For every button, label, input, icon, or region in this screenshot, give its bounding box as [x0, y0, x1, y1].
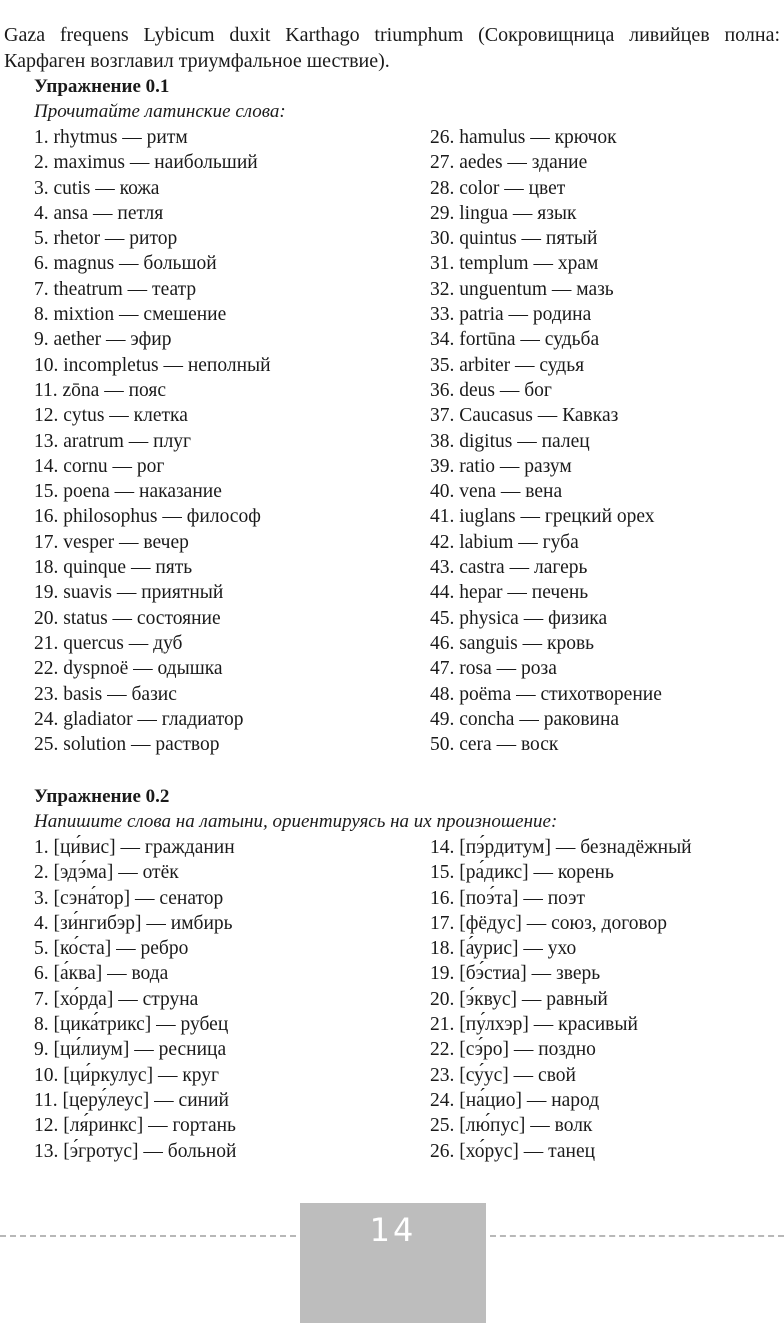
list-item: 26. [хо́рус] — танец	[430, 1140, 596, 1162]
list-item: 9. aether — эфир	[34, 329, 172, 351]
footer-dashed-line-left	[0, 1235, 296, 1237]
list-item: 25. [лю́пус] — волк	[430, 1115, 593, 1137]
list-item: 42. labium — губа	[430, 531, 579, 553]
list-item: 27. aedes — здание	[430, 152, 588, 174]
exercise-0-1-title: Упражнение 0.1	[34, 76, 170, 97]
exercise-0-1-left-column	[34, 125, 271, 757]
list-item: 29. lingua — язык	[430, 202, 577, 224]
list-item: 32. unguentum — мазь	[430, 278, 614, 300]
list-item: 3. cutis — кожа	[34, 177, 160, 199]
list-item: 34. fortūna — судьба	[430, 329, 600, 351]
list-item: 44. hepar — печень	[430, 582, 589, 604]
list-item: 23. basis — базис	[34, 683, 177, 705]
list-item: 6. [а́ква] — вода	[34, 963, 169, 985]
list-item: 37. Caucasus — Кавказ	[430, 405, 619, 427]
list-item: 13. [э́гротус] — больной	[34, 1140, 237, 1162]
list-item: 8. mixtion — смешение	[34, 304, 227, 326]
list-item: 20. [э́квус] — равный	[430, 988, 608, 1010]
list-item: 31. templum — храм	[430, 253, 599, 275]
list-item: 18. [а́урис] — ухо	[430, 938, 577, 960]
list-item: 47. rosa — роза	[430, 658, 557, 680]
list-item: 13. aratrum — плуг	[34, 430, 192, 452]
list-item: 39. ratio — разум	[430, 455, 572, 477]
list-item: 17. vesper — вечер	[34, 531, 189, 553]
list-item: 26. hamulus — крючок	[430, 127, 617, 148]
list-item: 7. theatrum — театр	[34, 278, 197, 300]
list-item: 38. digitus — палец	[430, 430, 590, 452]
list-item: 7. [хо́рда] — струна	[34, 988, 199, 1010]
list-item: 24. gladiator — гладиатор	[34, 708, 244, 730]
list-item: 14. [пэ́рдитум] — безнадёжный	[430, 837, 692, 858]
list-item: 41. iuglans — грецкий орех	[430, 506, 655, 528]
list-item: 30. quintus — пятый	[430, 228, 598, 250]
list-item: 3. [сэна́тор] — сенатор	[34, 887, 224, 909]
list-item: 16. philosophus — философ	[34, 506, 261, 528]
list-item: 48. poёma — стихотворение	[430, 683, 662, 705]
list-item: 28. color — цвет	[430, 177, 566, 199]
list-item: 2. [эдэ́ма] — отёк	[34, 862, 179, 884]
list-item: 11. zōna — пояс	[34, 379, 167, 401]
list-item: 40. vena — вена	[430, 481, 563, 503]
exercise-0-2-left-column	[34, 835, 236, 1164]
list-item: 15. [ра́дикс] — корень	[430, 862, 614, 884]
list-item: 18. quinque — пять	[34, 557, 193, 579]
list-item: 6. magnus — большой	[34, 253, 217, 275]
list-item: 12. cytus — клетка	[34, 405, 188, 427]
list-item: 5. rhetor — ритор	[34, 228, 178, 250]
list-item: 46. sanguis — кровь	[430, 632, 595, 654]
list-item: 21. [пу́лхэр] — красивый	[430, 1014, 638, 1036]
list-item: 21. quercus — дуб	[34, 632, 183, 654]
list-item: 33. patria — родина	[430, 304, 592, 326]
list-item: 24. [на́цио] — народ	[430, 1089, 600, 1111]
exercise-0-1-right-column	[430, 125, 662, 757]
list-item: 22. dyspnoё — одышка	[34, 658, 223, 680]
list-item: 4. [зи́нгибэр] — имбирь	[34, 912, 233, 934]
list-item: 45. physica — физика	[430, 607, 608, 629]
footer-dashed-line-right	[490, 1235, 784, 1237]
list-item: 35. arbiter — судья	[430, 354, 585, 376]
list-item: 14. cornu — рог	[34, 455, 165, 477]
list-item: 9. [ци́лиум] — ресница	[34, 1039, 227, 1061]
exercise-0-2-right-column	[430, 835, 692, 1164]
list-item: 11. [церу́леус] — синий	[34, 1089, 229, 1111]
list-item: 19. [бэ́стиа] — зверь	[430, 963, 601, 985]
list-item: 43. castra — лагерь	[430, 557, 588, 579]
list-item: 16. [поэ́та] — поэт	[430, 887, 586, 909]
list-item: 36. deus — бог	[430, 379, 552, 401]
list-item: 50. cera — воск	[430, 734, 559, 756]
exercise-0-2-instruction: Напишите слова на латыни, ориентируясь на их произношение:	[34, 811, 558, 832]
exercise-0-1-instruction: Прочитайте латинские слова:	[34, 101, 286, 122]
list-item: 8. [цика́трикс] — рубец	[34, 1014, 229, 1036]
list-item: 20. status — состояние	[34, 607, 221, 629]
list-item: 19. suavis — приятный	[34, 582, 224, 604]
list-item: 23. [су́ус] — свой	[430, 1064, 576, 1086]
list-item: 22. [сэ́ро] — поздно	[430, 1039, 596, 1061]
exercise-0-2-title: Упражнение 0.2	[34, 786, 170, 807]
list-item: 10. incompletus — неполный	[34, 354, 271, 376]
list-item: 17. [фёдус] — союз, договор	[430, 912, 668, 934]
list-item: 5. [ко́ста] — ребро	[34, 938, 189, 960]
page-number: 14	[369, 1211, 417, 1249]
list-item: 1. rhytmus — ритм	[34, 127, 188, 148]
intro-paragraph: Gaza frequens Lybicum duxit Karthago triumphum (Сокровищница ливийцев полна: Карфаген возглавил триумфальное шествие).	[4, 24, 780, 72]
list-item: 4. ansa — петля	[34, 202, 164, 224]
list-item: 25. solution — раствор	[34, 734, 220, 756]
list-item: 49. concha — раковина	[430, 708, 620, 730]
page-number-box	[300, 1203, 486, 1323]
list-item: 2. maximus — наибольший	[34, 152, 258, 174]
list-item: 1. [ци́вис] — гражданин	[34, 837, 235, 858]
list-item: 12. [ля́ринкс] — гортань	[34, 1115, 236, 1137]
list-item: 15. poena — наказание	[34, 481, 222, 503]
list-item: 10. [ци́ркулус] — круг	[34, 1064, 220, 1086]
